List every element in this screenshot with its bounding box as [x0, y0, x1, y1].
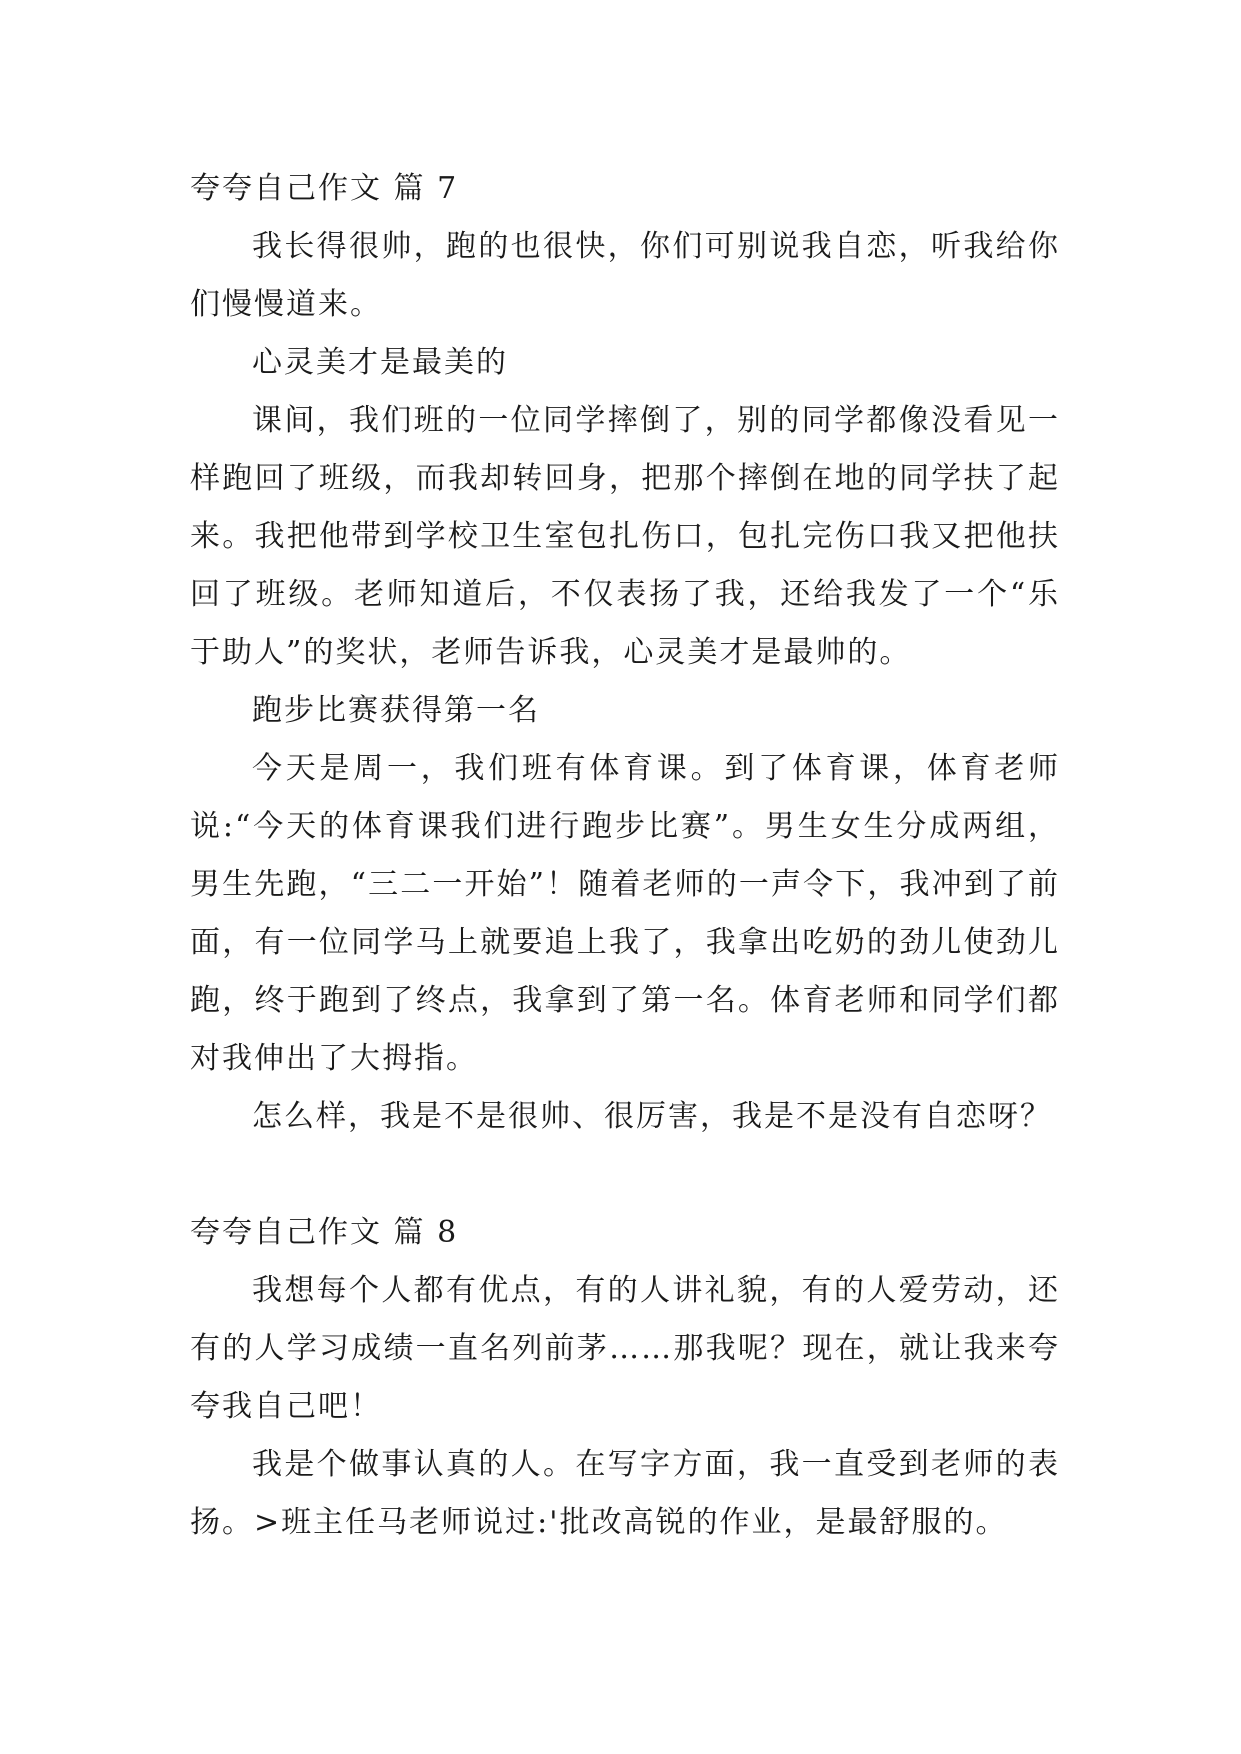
paragraph: 今天是周一，我们班有体育课。到了体育课，体育老师说:“今天的体育课我们进行跑步比赛”。男生女生分成两组，男生先跑，“三二一开始”！随着老师的一声令下，我冲到了前面，有一位同学马上就要追上我了，我拿出吃奶的劲儿使劲儿跑，终于跑到了终点，我拿到了第一名。体育老师和同学们都对我伸出了大拇指。: [190, 751, 1060, 1076]
subheading: 跑步比赛获得第一名: [252, 693, 540, 728]
paragraph: 我长得很帅，跑的也很快，你们可别说我自恋，听我给你们慢慢道来。: [190, 229, 1060, 322]
essay-section-7: [190, 160, 1060, 1146]
paragraph: 我想每个人都有优点，有的人讲礼貌，有的人爱劳动，还有的人学习成绩一直名列前茅……那我呢？现在，就让我来夸夸我自己吧！: [190, 1273, 1060, 1424]
paragraph: 怎么样，我是不是很帅、很厉害，我是不是没有自恋呀？: [252, 1099, 1052, 1134]
section-title: 夸夸自己作文 篇 7: [190, 171, 459, 206]
essay-section-8: [190, 1204, 1060, 1552]
paragraph: 课间，我们班的一位同学摔倒了，别的同学都像没看见一样跑回了班级，而我却转回身，把那个摔倒在地的同学扶了起来。我把他带到学校卫生室包扎伤口，包扎完伤口我又把他扶回了班级。老师知道后，不仅表扬了我，还给我发了一个“乐于助人”的奖状，老师告诉我，心灵美才是最帅的。: [190, 403, 1060, 670]
paragraph: 我是个做事认真的人。在写字方面，我一直受到老师的表扬。>班主任马老师说过:'批改高锐的作业，是最舒服的。: [190, 1447, 1060, 1540]
document-body: [190, 160, 1060, 1552]
section-divider: [190, 1146, 1060, 1204]
subheading: 心灵美才是最美的: [252, 345, 508, 380]
section-title: 夸夸自己作文 篇 8: [190, 1215, 459, 1250]
